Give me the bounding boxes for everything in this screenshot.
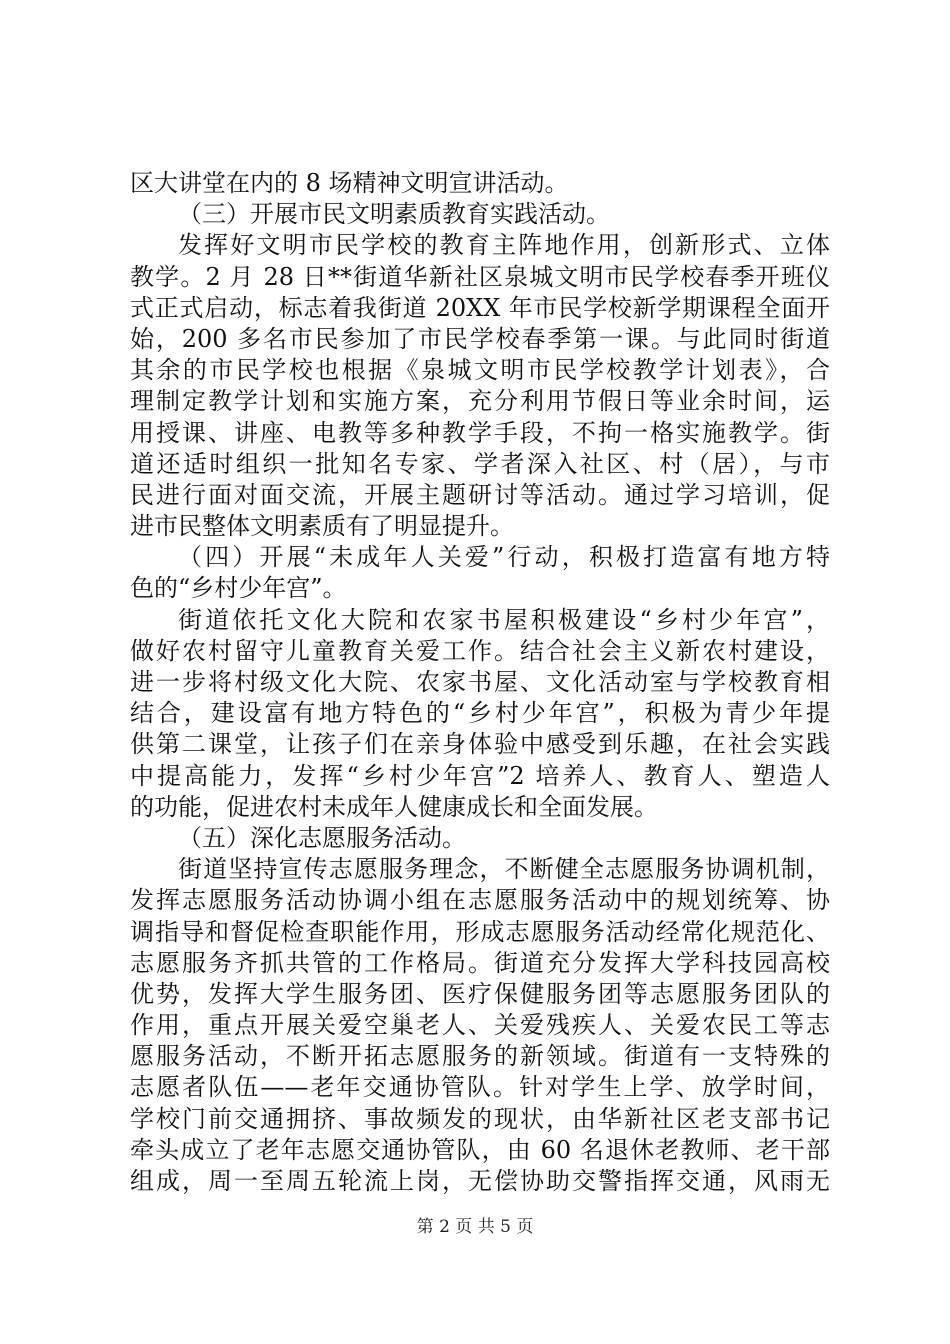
text-line: 作用，重点开展关爱空巢老人、关爱残疾人、关爱农民工等志 — [130, 1011, 830, 1040]
text-line: 道还适时组织一批知名专家、学者深入社区、村（居），与市 — [130, 449, 830, 478]
text-line: 进市民整体文明素质有了明显提升。 — [130, 512, 514, 541]
text-line: 牵头成立了老年志愿交通协管队，由 60 名退休老教师、老干部 — [130, 1135, 830, 1164]
text-line: 志愿者队伍——老年交通协管队。针对学生上学、放学时间， — [130, 1073, 830, 1102]
text-line: 色的“乡村少年宫”。 — [130, 574, 347, 603]
text-line: 的功能，促进农村未成年人健康成长和全面发展。 — [130, 792, 658, 821]
text-line: 式正式启动，标志着我街道 20XX 年市民学校新学期课程全面开 — [130, 293, 830, 322]
text-line: 街道坚持宣传志愿服务理念，不断健全志愿服务协调机制， — [178, 855, 830, 884]
text-line: 其余的市民学校也根据《泉城文明市民学校教学计划表》，合 — [130, 356, 830, 385]
text-line: 组成，周一至周五轮流上岗，无偿协助交警指挥交通，风雨无 — [130, 1167, 830, 1195]
text-line: 进一步将村级文化大院、农家书屋、文化活动室与学校教育相 — [130, 668, 830, 696]
text-line: （三）开展市民文明素质教育实践活动。 — [178, 200, 610, 229]
text-line: 街道依托文化大院和农家书屋积极建设“乡村少年宫”， — [178, 605, 830, 634]
text-line: 做好农村留守儿童教育关爱工作。结合社会主义新农村建设， — [130, 636, 830, 665]
text-line: 结合，建设富有地方特色的“乡村少年宫”，积极为青少年提 — [130, 699, 830, 728]
text-line: 民进行面对面交流，开展主题研讨等活动。通过学习培训，促 — [130, 480, 830, 509]
text-line: 始，200 多名市民参加了市民学校春季第一课。与此同时街道 — [130, 324, 830, 353]
text-line: 发挥好文明市民学校的教育主阵地作用，创新形式、立体 — [178, 231, 830, 260]
text-line: 用授课、讲座、电教等多种教学手段，不拘一格实施教学。街 — [130, 418, 830, 447]
text-line: （四）开展“未成年人关爱”行动，积极打造富有地方特 — [178, 543, 830, 572]
text-line: （五）深化志愿服务活动。 — [178, 823, 466, 852]
text-line: 教学。2 月 28 日**街道华新社区泉城文明市民学校春季开班仪 — [130, 262, 830, 291]
text-line: 调指导和督促检查职能作用，形成志愿服务活动经常化规范化、 — [130, 917, 830, 946]
text-line: 中提高能力，发挥“乡村少年宫”2 培养人、教育人、塑造人 — [130, 761, 830, 790]
text-line: 区大讲堂在内的 8 场精神文明宣讲活动。 — [130, 169, 569, 197]
text-line: 供第二课堂，让孩子们在亲身体验中感受到乐趣，在社会实践 — [130, 730, 830, 759]
text-line: 理制定教学计划和实施方案，充分利用节假日等业余时间，运 — [130, 387, 830, 416]
page-footer: 第 2 页 共 5 页 — [416, 1217, 534, 1237]
text-line: 发挥志愿服务活动协调小组在志愿服务活动中的规划统筹、协 — [130, 886, 830, 915]
text-line: 志愿服务齐抓共管的工作格局。街道充分发挥大学科技园高校 — [130, 948, 830, 977]
text-line: 愿服务活动，不断开拓志愿服务的新领域。街道有一支特殊的 — [130, 1042, 830, 1071]
text-line: 学校门前交通拥挤、事故频发的现状，由华新社区老支部书记 — [130, 1104, 830, 1133]
document-body — [130, 168, 830, 1197]
text-line: 优势，发挥大学生服务团、医疗保健服务团等志愿服务团队的 — [130, 979, 830, 1008]
